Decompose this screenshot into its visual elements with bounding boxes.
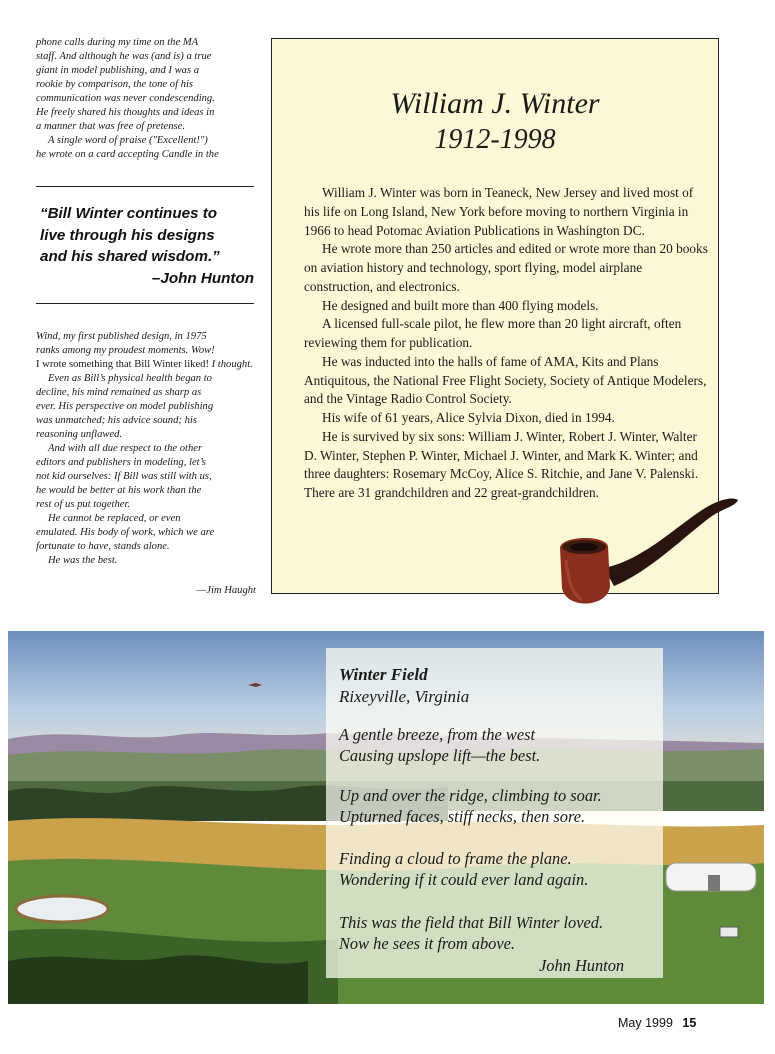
pipe-stem bbox=[604, 498, 738, 586]
article-column-bottom bbox=[36, 330, 256, 568]
page-number: 15 bbox=[682, 1016, 697, 1030]
text-span: I wrote something that Bill Winter liked! bbox=[36, 359, 209, 370]
text-line: Wind, my first published design, in 1975 bbox=[36, 331, 207, 342]
poem-place: Rixeyville, Virginia bbox=[339, 687, 470, 706]
pull-quote-line: and his shared wisdom.” bbox=[40, 248, 220, 265]
pond bbox=[16, 896, 108, 922]
text-line: decline, his mind remained as sharp as bbox=[36, 387, 202, 398]
pull-quote-attribution: –John Hunton bbox=[151, 269, 254, 287]
text-line: And with all due respect to the other bbox=[48, 443, 203, 454]
memorial-name: William J. Winter bbox=[390, 87, 600, 120]
text-line: rookie by comparison, the tone of his bbox=[36, 79, 194, 90]
text-line: he would be better at his work than the bbox=[36, 485, 202, 496]
poem-title: Winter Field bbox=[339, 665, 428, 684]
text-line: phone calls during my time on the MA bbox=[36, 37, 199, 48]
bio-paragraph: He was inducted into the halls of fame of AMA, Kits and Plans Antiquitous, the National Free Flight Society, Society of Antique Modelers, and the Vintage Radio Control Society. bbox=[304, 353, 707, 407]
text-line: He was the best. bbox=[48, 555, 118, 566]
text-line: ever. His perspective on model publishing bbox=[36, 401, 214, 412]
hangar-door bbox=[708, 875, 720, 891]
poem-line: Up and over the ridge, climbing to soar. bbox=[339, 786, 602, 805]
text-line: fortunate to have, stands alone. bbox=[36, 541, 170, 552]
poem-line: Finding a cloud to frame the plane. bbox=[339, 849, 572, 868]
text-line: giant in model publishing, and I was a bbox=[36, 65, 200, 76]
poem-line: Upturned faces, stiff necks, then sore. bbox=[339, 807, 586, 826]
article-column-top bbox=[36, 36, 256, 162]
text-line: staff. And although he was (and is) a true bbox=[36, 51, 212, 62]
poem-line: Now he sees it from above. bbox=[339, 934, 516, 953]
issue-date: May 1999 bbox=[618, 1016, 673, 1030]
memorial-bio bbox=[304, 184, 712, 503]
text-line: ranks among my proudest moments. Wow! bbox=[36, 345, 215, 356]
bio-paragraph: He is survived by six sons: William J. Winter, Robert J. Winter, Walter D. Winter, Stephen P. Winter, Michael J. Winter, and Mark K. Winter; and three daughters: Rosemary McCoy, Alice S. Ritchie, and Jane V. Palenski. There are 31 grandchildren and 22 great-grandchildren. bbox=[304, 428, 699, 500]
poem-line: Wondering if it could ever land again. bbox=[339, 870, 589, 889]
memorial-years: 1912-1998 bbox=[434, 124, 556, 155]
poem-line: Causing upslope lift—the best. bbox=[339, 746, 541, 765]
text-line: a manner that was free of pretense. bbox=[36, 121, 185, 132]
poem-author: John Hunton bbox=[539, 956, 625, 975]
text-line: communication was never condescending. bbox=[36, 93, 215, 104]
small-vehicle bbox=[720, 927, 738, 937]
poem-line: A gentle breeze, from the west bbox=[339, 725, 536, 744]
author-signoff: —Jim Haught bbox=[196, 585, 256, 596]
pull-quote-line: “Bill Winter continues to bbox=[40, 205, 218, 222]
divider bbox=[36, 186, 254, 187]
bio-paragraph: He wrote more than 250 articles and edited or wrote more than 20 books on aviation history and technology, sport flying, model airplane construction, and electronics. bbox=[304, 241, 708, 294]
text-span: I thought. bbox=[208, 359, 253, 370]
pipe-bowl-inner bbox=[570, 543, 598, 551]
poem-stanza bbox=[339, 912, 659, 954]
poem-line: This was the field that Bill Winter loved. bbox=[339, 913, 604, 932]
text-line: rest of us put together. bbox=[36, 499, 131, 510]
divider bbox=[36, 303, 254, 304]
text-line: Even as Bill’s physical health began to bbox=[48, 373, 212, 384]
poem-stanza bbox=[339, 848, 659, 890]
bio-paragraph: A licensed full-scale pilot, he flew more than 20 light aircraft, often reviewing them for publication. bbox=[304, 316, 682, 350]
poem-panel bbox=[326, 648, 663, 978]
bio-paragraph: His wife of 61 years, Alice Sylvia Dixon, died in 1994. bbox=[322, 410, 615, 425]
poem-stanza bbox=[339, 724, 659, 766]
text-line: He cannot be replaced, or even bbox=[48, 513, 181, 524]
text-line: he wrote on a card accepting Candle in the bbox=[36, 149, 219, 160]
text-line bbox=[36, 358, 256, 372]
pull-quote-line: live through his designs bbox=[40, 226, 215, 244]
text-line: editors and publishers in modeling, let’s bbox=[36, 457, 206, 468]
bio-paragraph: He designed and built more than 400 flying models. bbox=[322, 297, 599, 313]
pull-quote bbox=[40, 203, 254, 289]
text-line: He freely shared his thoughts and ideas in bbox=[36, 107, 215, 118]
text-line: reasoning unflawed. bbox=[36, 429, 123, 440]
text-line: was unmatched; his advice sound; his bbox=[36, 415, 197, 426]
page-footer bbox=[618, 1016, 696, 1030]
bio-paragraph: William J. Winter was born in Teaneck, New Jersey and lived most of his life on Long Island, New York before moving to northern Virginia in 1966 to head Potomac Aviation Publications in Washington DC. bbox=[304, 185, 694, 238]
text-line: not kid ourselves: If Bill was still with us, bbox=[36, 471, 212, 482]
pipe-illustration bbox=[552, 490, 742, 610]
text-line: A single word of praise ("Excellent!") bbox=[48, 135, 208, 146]
text-line: emulated. His body of work, which we are bbox=[36, 527, 215, 538]
poem-stanza bbox=[339, 785, 659, 827]
